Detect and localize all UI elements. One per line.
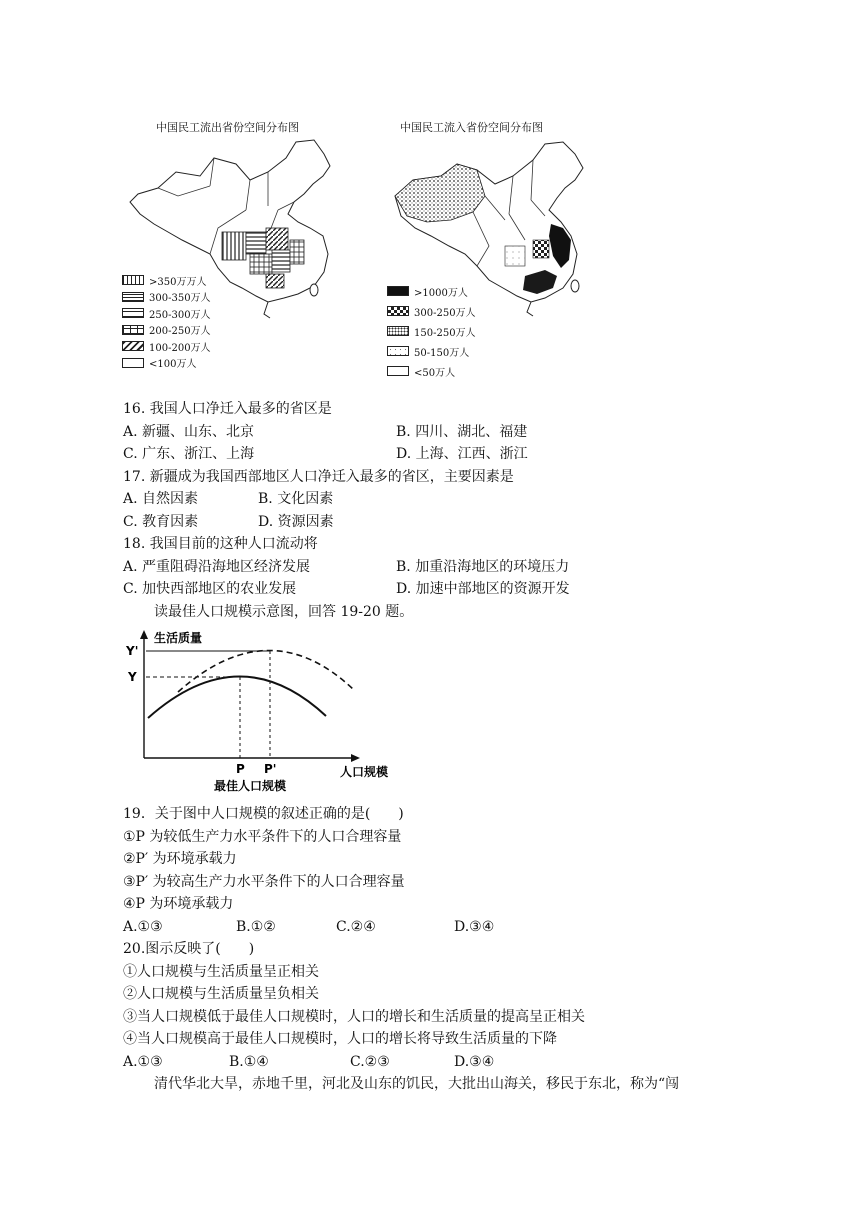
outflow-legend — [122, 272, 211, 371]
q19-stem: 19．关于图中人口规模的叙述正确的是( ) — [123, 806, 404, 822]
q16-stem: 16. 我国人口净迁入最多的省区是 — [123, 401, 332, 417]
q19-statement-2: ②P′ 为环境承载力 — [123, 851, 237, 867]
q19-option-d[interactable]: D.③④ — [454, 919, 495, 935]
q20-statement-3: ③当人口规模低于最佳人口规模时，人口的增长和生活质量的提高呈正相关 — [123, 1009, 585, 1025]
legend-item: 250-300万人 — [122, 305, 211, 322]
closing-paragraph: 清代华北大旱，赤地千里，河北及山东的饥民，大批出山海关，移民于东北，称为“闯 — [154, 1076, 680, 1092]
q20-statement-2: ②人口规模与生活质量呈负相关 — [123, 986, 319, 1002]
legend-item: <100万人 — [122, 355, 211, 372]
q18-option-c[interactable]: C. 加快西部地区的农业发展 — [123, 581, 297, 597]
q19-option-a[interactable]: A.①③ — [123, 919, 163, 935]
graph-caption: 最佳人口规模 — [214, 779, 287, 793]
q17-option-c[interactable]: C. 教育因素 — [123, 514, 199, 530]
legend-item: >350万万人 — [122, 272, 211, 289]
q19-statement-4: ④P 为环境承载力 — [123, 896, 234, 912]
legend-item: 100-200万人 — [122, 338, 211, 355]
graph-tick-p-prime: P' — [264, 762, 277, 776]
legend-item: <50万人 — [387, 361, 476, 381]
q18-option-b[interactable]: B. 加重沿海地区的环境压力 — [396, 559, 570, 575]
q16-option-a[interactable]: A. 新疆、山东、北京 — [123, 424, 255, 440]
inflow-map-title: 中国民工流入省份空间分布图 — [400, 121, 543, 134]
q17-stem: 17. 新疆成为我国西部地区人口净迁入最多的省区，主要因素是 — [123, 469, 514, 485]
q20-stem: 20.图示反映了( ) — [123, 941, 255, 957]
legend-item: 150-250万人 — [387, 321, 476, 341]
graph-tick-p: P — [236, 762, 245, 776]
graph-tick-y-high: Y' — [126, 644, 139, 658]
legend-item: >1000万人 — [387, 281, 476, 301]
q20-option-a[interactable]: A.①③ — [123, 1054, 163, 1070]
q16-option-d[interactable]: D. 上海、江西、浙江 — [396, 446, 528, 462]
q18-stem: 18. 我国目前的这种人口流动将 — [123, 536, 318, 552]
q18-option-d[interactable]: D. 加速中部地区的资源开发 — [396, 581, 570, 597]
q16-option-c[interactable]: C. 广东、浙江、上海 — [123, 446, 255, 462]
q20-option-b[interactable]: B.①④ — [229, 1054, 269, 1070]
q19-option-c[interactable]: C.②④ — [336, 919, 376, 935]
outflow-map-title: 中国民工流出省份空间分布图 — [156, 121, 299, 134]
q20-option-d[interactable]: D.③④ — [454, 1054, 495, 1070]
legend-item: 50-150万人 — [387, 341, 476, 361]
q18-option-a[interactable]: A. 严重阻碍沿海地区经济发展 — [123, 559, 311, 575]
graph-tick-y-low: Y — [128, 670, 137, 684]
q20-option-c[interactable]: C.②③ — [350, 1054, 390, 1070]
legend-item: 200-250万人 — [122, 322, 211, 339]
q17-option-d[interactable]: D. 资源因素 — [258, 514, 334, 530]
q19-statement-1: ①P 为较低生产力水平条件下的人口合理容量 — [123, 829, 402, 845]
q17-option-a[interactable]: A. 自然因素 — [123, 491, 199, 507]
q20-statement-4: ④当人口规模高于最佳人口规模时，人口的增长将导致生活质量的下降 — [123, 1031, 557, 1047]
q20-statement-1: ①人口规模与生活质量呈正相关 — [123, 964, 319, 980]
q19-option-b[interactable]: B.①② — [236, 919, 276, 935]
graph-y-label: 生活质量 — [154, 631, 203, 645]
legend-item: 300-250万人 — [387, 301, 476, 321]
optimal-population-graph — [118, 626, 403, 796]
q17-option-b[interactable]: B. 文化因素 — [258, 491, 334, 507]
graph-x-label: 人口规模 — [340, 765, 389, 779]
legend-item: 300-350万人 — [122, 289, 211, 306]
inflow-legend — [387, 281, 476, 381]
intro-19-20: 读最佳人口规模示意图，回答 19-20 题。 — [154, 604, 414, 620]
q16-option-b[interactable]: B. 四川、湖北、福建 — [396, 424, 528, 440]
q19-statement-3: ③P′ 为较高生产力水平条件下的人口合理容量 — [123, 874, 405, 890]
